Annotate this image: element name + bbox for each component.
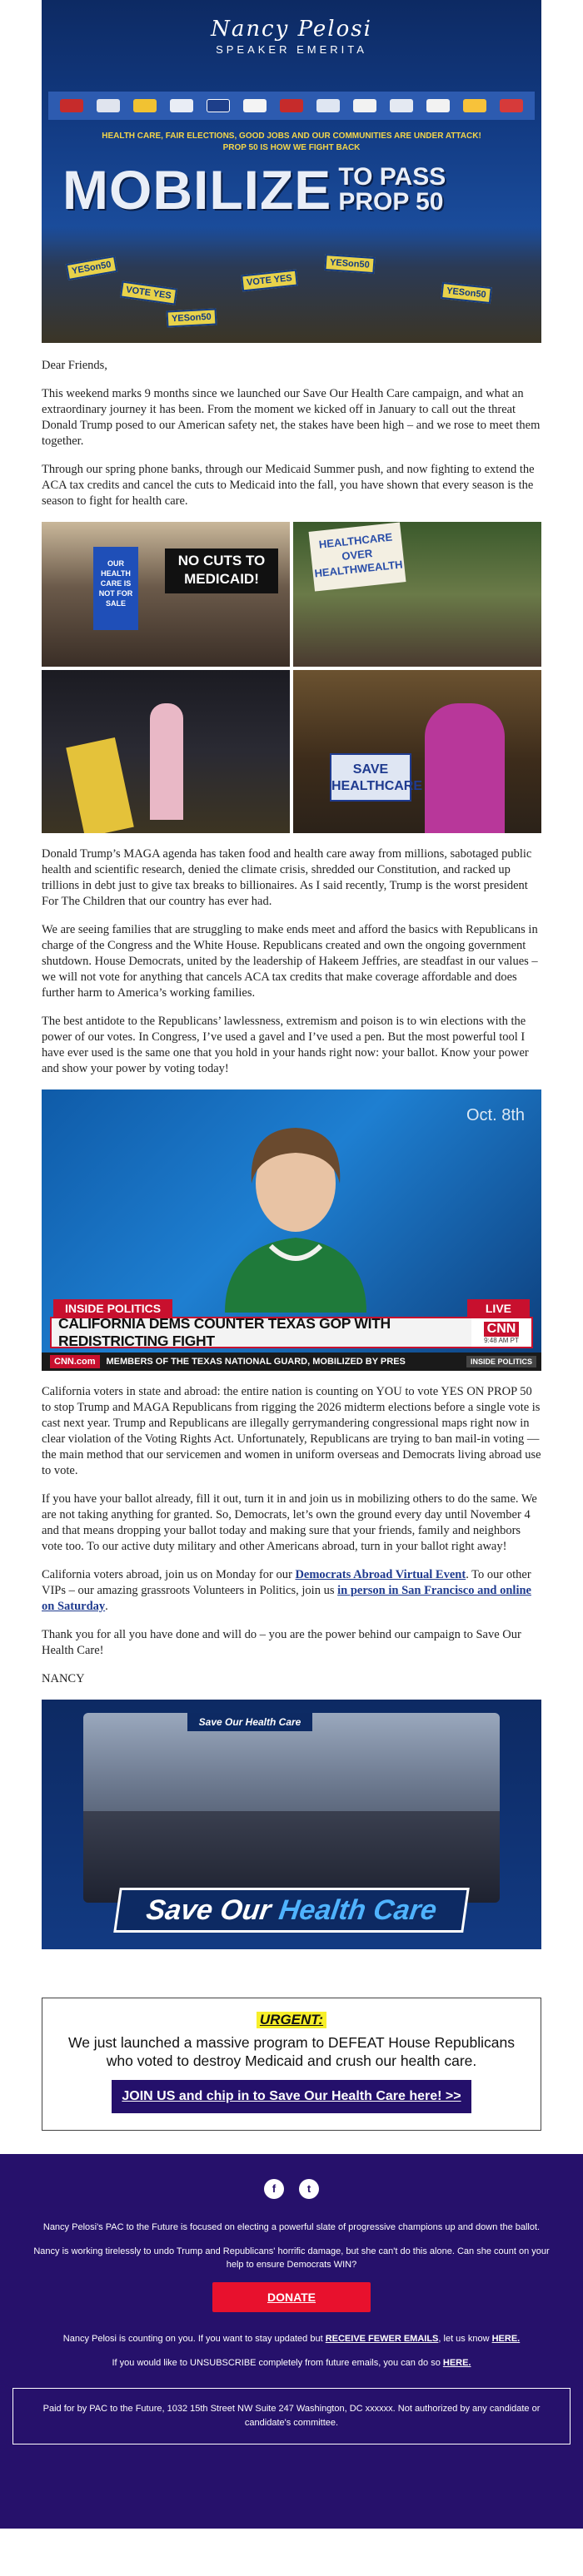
- urgent-callout: [42, 1998, 541, 2131]
- network-box: [471, 1318, 531, 1347]
- campaign-ribbon: [113, 1888, 470, 1933]
- news-ticker: [42, 1353, 541, 1371]
- rally-photo-3: [42, 670, 290, 833]
- broadcast-time: 9:48 AM PT: [484, 1336, 519, 1344]
- closing-p3-text: . To our other VIPs – our amazing grassroots Volunteers in Politics, join us: [42, 1568, 531, 1597]
- cnn-video-still[interactable]: [42, 1089, 541, 1371]
- hero-headline-line1: TO PASS: [338, 163, 446, 191]
- fewer-emails-link[interactable]: RECEIVE FEWER EMAILS: [325, 2334, 439, 2344]
- partner-logo: [463, 99, 486, 112]
- save-health-care-banner[interactable]: [42, 1700, 541, 1949]
- unsubscribe-link[interactable]: HERE.: [442, 2358, 471, 2368]
- facebook-icon[interactable]: f: [264, 2179, 284, 2199]
- crowd-sign: YESon50: [441, 282, 491, 304]
- democrats-abroad-link[interactable]: Democrats Abroad Virtual Event: [295, 1568, 466, 1581]
- ticker-network: CNN.com: [50, 1355, 100, 1368]
- urgent-label: URGENT:: [257, 2012, 326, 2028]
- twitter-icon[interactable]: t: [299, 2179, 319, 2199]
- fewer-emails-here-link[interactable]: HERE.: [491, 2334, 521, 2344]
- crowd-sign: YESon50: [324, 254, 375, 274]
- ticker-tag: INSIDE POLITICS: [466, 1356, 536, 1367]
- signoff: NANCY: [42, 1672, 85, 1685]
- footer-paragraph-4: [0, 2356, 583, 2370]
- middle-paragraph-3: The best antidote to the Republicans’ lawlessness, extremism and poison is to win elections with the power of our votes. In Congress, I’ve used a gavel and I’ve used a pen. But the most powerful tool I have ever used is the same one that you hold in your hands right now: your ballot. Know your power and show your power by voting today!: [42, 1015, 529, 1075]
- donate-button[interactable]: DONATE: [212, 2282, 371, 2312]
- rally-sign: OUR HEALTH CARE IS NOT FOR SALE: [93, 547, 138, 630]
- chyron-text: CALIFORNIA DEMS COUNTER TEXAS GOP WITH REDISTRICTING FIGHT: [58, 1315, 391, 1349]
- partner-logo: [207, 99, 230, 112]
- crowd-sign: VOTE YES: [120, 280, 177, 305]
- hero-headline-big: MOBILIZE: [62, 159, 332, 221]
- photo-collage: [42, 522, 541, 833]
- footer-paragraph-1: Nancy Pelosi's PAC to the Future is focused on electing a powerful slate of progressive champions up and down the ballot.: [42, 2222, 541, 2232]
- rally-photo-2: [293, 522, 541, 667]
- video-date: Oct. 8th: [466, 1106, 525, 1124]
- inside-politics-label: INSIDE POLITICS: [53, 1299, 172, 1318]
- ticker-text: MEMBERS OF THE TEXAS NATIONAL GUARD, MOBILIZED BY PRES: [106, 1357, 406, 1367]
- podium-sign: SAVE HEALTHCARE: [330, 753, 411, 802]
- live-label: LIVE: [467, 1299, 530, 1318]
- rally-sign: HEALTHCARE OVER HEALTHWEALTH: [309, 522, 406, 591]
- chip-in-button[interactable]: JOIN US and chip in to Save Our Health Care here! >>: [112, 2080, 471, 2113]
- partner-logo: [133, 99, 157, 112]
- intro-paragraph-2: Through our spring phone banks, through our Medicaid Summer push, and now fighting to extend the ACA tax credits and cancel the cuts to Medicaid into the fall, you have shown that every season is the season to fight for health care.: [42, 463, 535, 508]
- speaker-portrait: [200, 1104, 391, 1313]
- closing-paragraph-3: [42, 1567, 541, 1615]
- partner-logo: [500, 99, 523, 112]
- ribbon-text-white: Save Our: [144, 1894, 273, 1926]
- hero-banner: [42, 0, 541, 343]
- footer-p3-text: Nancy Pelosi is counting on you. If you want to stay updated but: [62, 2334, 326, 2344]
- speaker-subtitle: SPEAKER EMERITA: [216, 43, 367, 56]
- hero-tagline: HEALTH CARE, FAIR ELECTIONS, GOOD JOBS AND OUR COMMUNITIES ARE UNDER ATTACK! PROP 50 IS HOW WE FIGHT BACK: [102, 132, 481, 152]
- partner-logo: [243, 99, 267, 112]
- footer-p4-text: If you would like to UNSUBSCRIBE completely from future emails, you can do so: [112, 2358, 443, 2368]
- partner-logo: [60, 99, 83, 112]
- partner-logo: [170, 99, 193, 112]
- footer-paragraph-2: Nancy is working tirelessly to undo Trump and Republicans' horrific damage, but she can't do this alone. Can she count on your help to ensure Democrats WIN?: [33, 2246, 550, 2270]
- hero-headline-small: [338, 165, 446, 215]
- middle-paragraph-1: Donald Trump’s MAGA agenda has taken food and health care away from millions, sabotaged public health and scientific research, denied the climate crisis, shredded our Constitution, and racked up trillions in debt just to give tax breaks to billionaires. As I said recently, Trump is the worst president For The Children that our country has ever had.: [42, 847, 532, 908]
- figure: [150, 703, 183, 820]
- cnn-logo: CNN: [484, 1322, 520, 1337]
- closing-p3-text: .: [105, 1600, 108, 1613]
- closing-paragraph-4: Thank you for all you have done and will do – you are the power behind our campaign to Save Our Health Care!: [42, 1628, 521, 1657]
- hero-headline: [62, 158, 529, 221]
- partner-logo: [353, 99, 376, 112]
- hero-headline-line2: PROP 50: [338, 188, 444, 216]
- rally-sign: NO CUTS TO MEDICAID!: [165, 548, 278, 593]
- greeting: Dear Friends,: [42, 359, 107, 372]
- partner-logo: [390, 99, 413, 112]
- group-photo-banner: Save Our Health Care: [187, 1713, 312, 1731]
- email-body: [42, 358, 541, 2131]
- social-links: [0, 2179, 583, 2199]
- crowd-sign: YESon50: [167, 308, 217, 327]
- footer-p3-text: , let us know: [438, 2334, 492, 2344]
- crowd-sign: VOTE YES: [241, 270, 298, 292]
- partner-logo-strip: [48, 92, 535, 120]
- speaker-figure: [425, 703, 505, 833]
- urgent-message: We just launched a massive program to DEFEAT House Republicans who voted to destroy Medicaid and crush our health care.: [68, 2034, 515, 2069]
- signature-logo: Nancy Pelosi: [211, 17, 372, 42]
- group-photo: [83, 1713, 500, 1903]
- rally-photo-4: [293, 670, 541, 833]
- rally-photo-1: [42, 522, 290, 667]
- intro-paragraph-1: This weekend marks 9 months since we launched our Save Our Health Care campaign, and what an extraordinary journey it has been. From the moment we kicked off in January to call out the threat Donald Trump posed to our American safety net, the stakes have been high – and we rose to meet them together.: [42, 387, 541, 448]
- partner-logo: [426, 99, 450, 112]
- paid-for-disclaimer: Paid for by PAC to the Future, 1032 15th Street NW Suite 247 Washington, DC xxxxxx. Not authorized by any candidate or candidate's committee.: [12, 2388, 571, 2444]
- news-chyron: [50, 1317, 533, 1348]
- partner-logo: [316, 99, 340, 112]
- crowd-photo: [42, 226, 541, 343]
- closing-paragraph-2: If you have your ballot already, fill it out, turn it in and join us in mobilizing others to do the same. We are not taking anything for granted. So, Democrats, let’s own the ground every day until November 4 and that means dropping your ballot today and making sure that your friends, family and neighbors vote too. To our active duty military and other Americans abroad, turn in your ballot right away!: [42, 1492, 537, 1553]
- yellow-sign: [66, 737, 134, 833]
- san-francisco-event-link[interactable]: in person in San Francisco and online on Saturday: [42, 1584, 531, 1613]
- ribbon-text-blue: Health Care: [277, 1894, 439, 1926]
- middle-paragraph-2: We are seeing families that are struggling to make ends meet and afford the basics with Republicans in charge of the Congress and the White House. Republicans created and own the ongoing government shutdown. House Democrats, united by the leadership of Hakeem Jeffries, are steadfast in our values – we will not vote for anything that cancels ACA tax credits that make coverage affordable and does further harm to America’s working families.: [42, 923, 538, 1000]
- partner-logo: [97, 99, 120, 112]
- footer-paragraph-3: [0, 2332, 583, 2345]
- closing-p3-text: California voters abroad, join us on Monday for our: [42, 1568, 296, 1581]
- footer: [0, 2154, 583, 2529]
- partner-logo: [280, 99, 303, 112]
- closing-paragraph-1: California voters in state and abroad: the entire nation is counting on YOU to vote YES ON PROP 50 to stop Trump and MAGA Republicans from rigging the 2026 midterm elections before a single vote is cast next year. Trump and Republicans are illegally gerrymandering congressional maps right now in clear violation of the Voting Rights Act. Unfortunately, Republicans are trying to ban mail-in voting — the main method that our servicemen and women in uniform overseas and Democrats living abroad use to vote.: [42, 1385, 541, 1477]
- crowd-sign: YESon50: [66, 256, 117, 280]
